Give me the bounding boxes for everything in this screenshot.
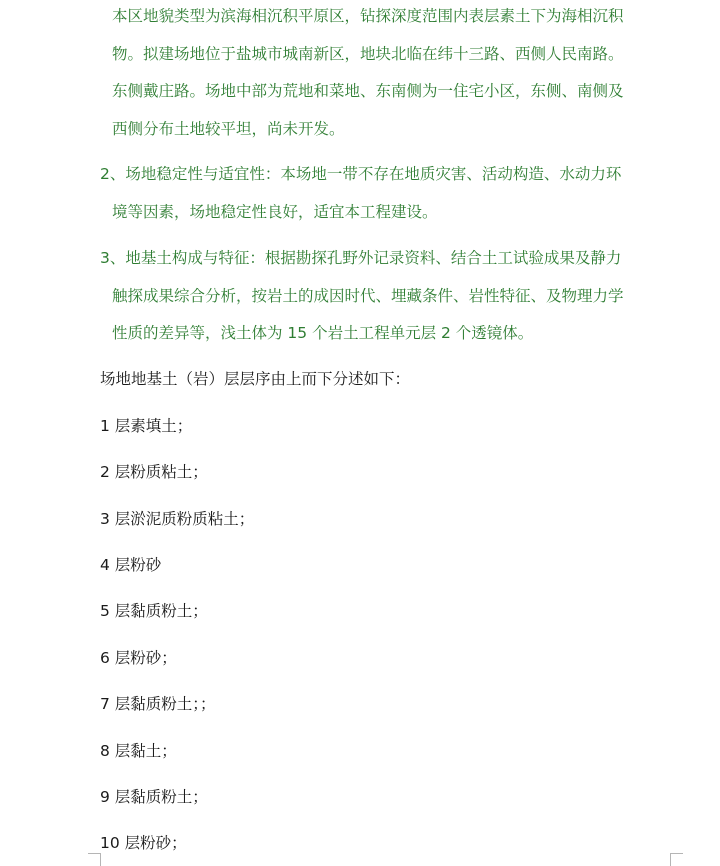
foundation-soil-line: 触探成果综合分析，按岩土的成因时代、埋藏条件、岩性特征、及物理力学 — [112, 286, 624, 305]
site-stability-paragraph — [100, 156, 670, 231]
layer-item: 5 层黏质粉土； — [100, 602, 208, 620]
layer-item: 9 层黏质粉土； — [100, 788, 208, 806]
foundation-soil-line: 性质的差异等，浅土体为 15 个岩土工程单元层 2 个透镜体。 — [112, 324, 534, 342]
layer-item: 7 层黏质粉土；； — [100, 695, 216, 713]
layer-item: 6 层粉砂； — [100, 649, 177, 667]
foundation-soil-line: 3、地基土构成与特征：根据勘探孔野外记录资料、结合土工试验成果及静力 — [100, 249, 622, 267]
layer-item: 2 层粉质粘土； — [100, 463, 208, 481]
layer-item: 8 层黏土； — [100, 742, 177, 760]
page-corner-mark-right — [670, 853, 683, 866]
layer-item: 4 层粉砂 — [100, 556, 162, 574]
site-stability-line: 2、场地稳定性与适宜性：本场地一带不存在地质灾害、活动构造、水动力环 — [100, 165, 622, 183]
intro-line: 东侧戴庄路。场地中部为荒地和菜地、东南侧为一住宅小区，东侧、南侧及 — [112, 82, 624, 100]
intro-line: 物。拟建场地位于盐城市城南新区，地块北临在纬十三路、西侧人民南路。 — [112, 44, 624, 63]
site-stability-line: 境等因素，场地稳定性良好，适宜本工程建设。 — [112, 202, 438, 221]
intro-line: 西侧分布土地较平坦，尚未开发。 — [112, 119, 345, 138]
foundation-soil-paragraph — [100, 240, 670, 353]
layer-intro: 场地地基土（岩）层层序由上而下分述如下： — [100, 370, 411, 388]
layer-item: 10 层粉砂； — [100, 834, 187, 852]
intro-line: 本区地貌类型为滨海相沉积平原区，钻探深度范围内表层素土下为海相沉积 — [112, 7, 624, 25]
layer-item: 3 层淤泥质粉质粘土； — [100, 510, 255, 528]
page-corner-mark-left — [88, 853, 101, 866]
layer-item: 1 层素填土； — [100, 417, 193, 435]
intro-paragraph — [100, 0, 670, 148]
